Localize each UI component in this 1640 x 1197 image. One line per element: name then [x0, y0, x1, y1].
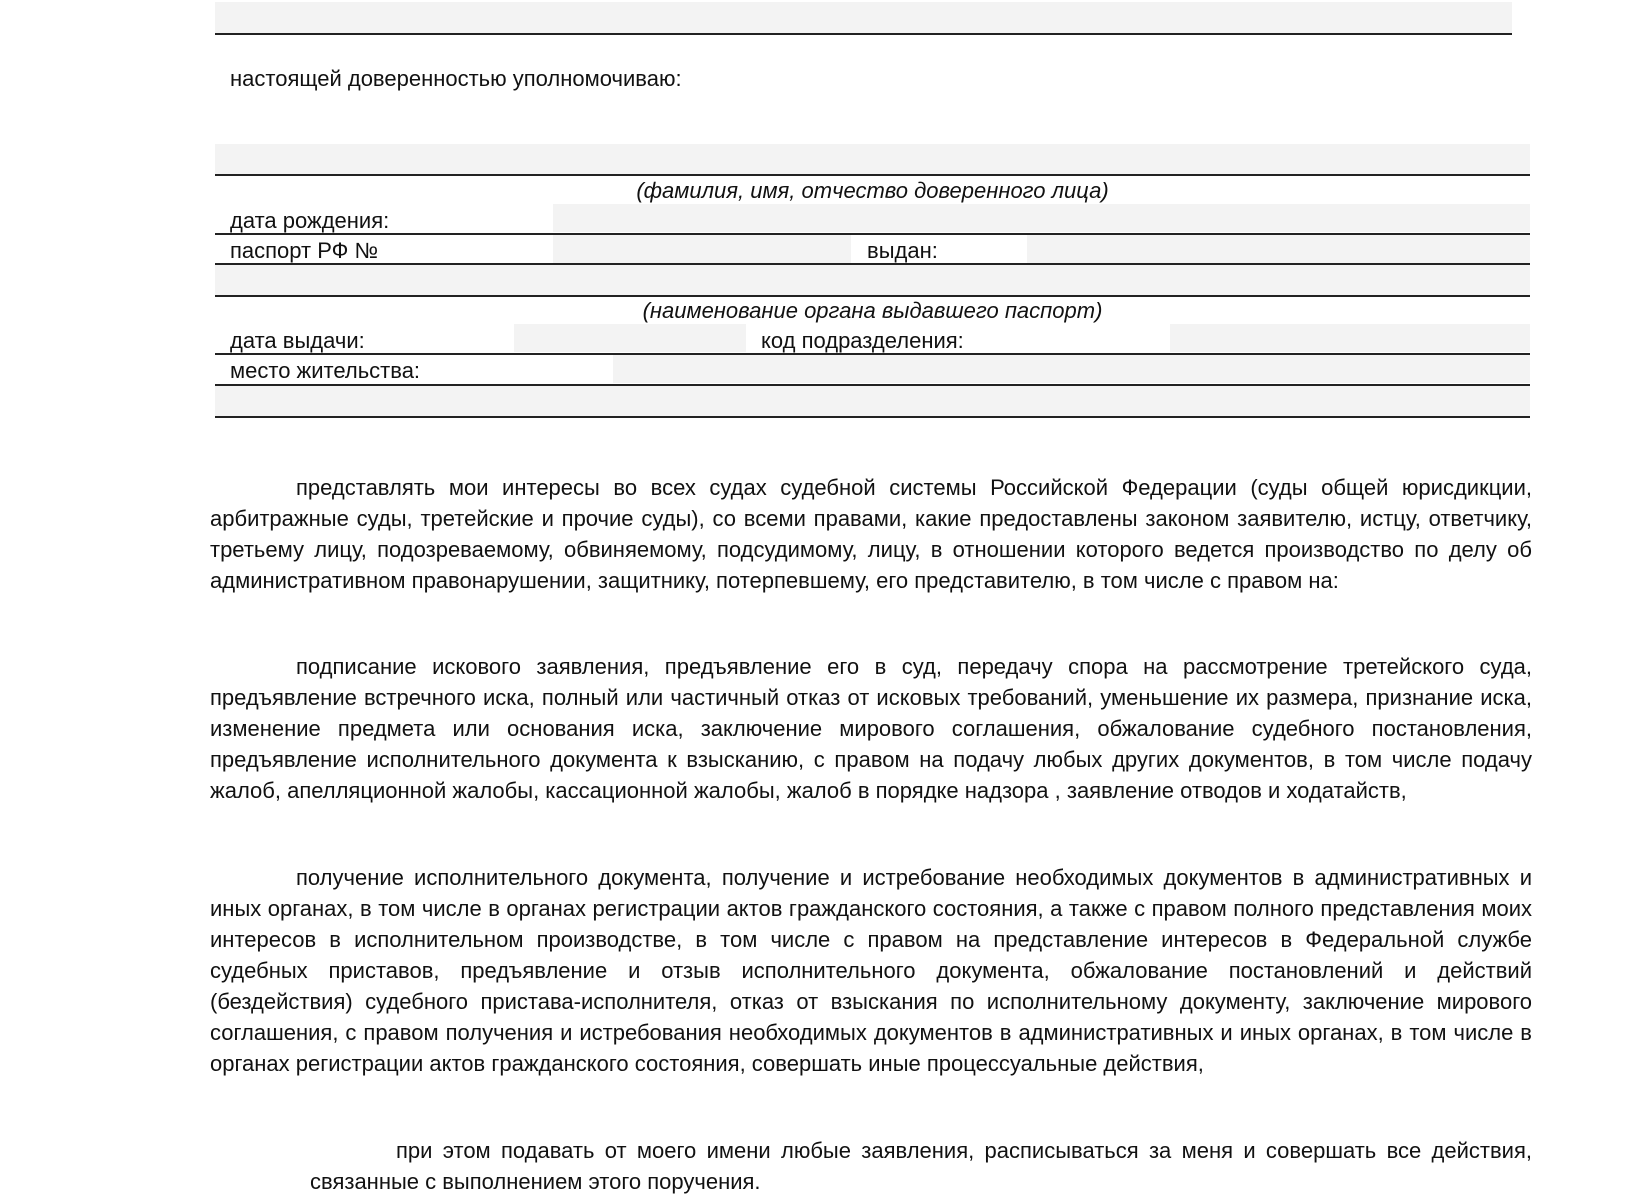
passport-number-label: паспорт РФ №: [230, 238, 379, 263]
issued-by-label: выдан:: [867, 238, 938, 263]
issue-date-field[interactable]: [514, 324, 746, 352]
powers-paragraph-courts: представлять мои интересы во всех судах судебной системы Российской Федерации (суды общей юрисдикции, арбитражные суды, третейские и прочие суды), со всеми правами, какие предоставлены законом заявителю, истцу, ответчику, третьему лицу, подозреваемому, обвиняемому, подсудимому, лицу, в отношении которого ведется производство по делу об административном правонарушении, защитнику, потерпевшему, его представителю, в том числе с правом на:: [210, 475, 1532, 593]
residence-line2-underline: [215, 416, 1530, 418]
issue-date-label: дата выдачи:: [230, 328, 365, 353]
residence-field[interactable]: [613, 355, 1530, 383]
intro-text: настоящей доверенностью уполномочиваю:: [230, 66, 682, 91]
powers-paragraph-claims: подписание искового заявления, предъявление его в суд, передачу спора на рассмотрение третейского суда, предъявление встречного иска, полный или частичный отказ от исковых требований, уменьшение их размера, признание иска, изменение предмета или основания иска, заключение мирового соглашения, обжалование судебного постановления, предъявление исполнительного документа к взысканию, с правом на подачу любых других документов, в том числе подачу жалоб, апелляционной жалобы, кассационной жалобы, жалоб в порядке надзора , заявление отводов и ходатайств,: [210, 654, 1532, 803]
full-name-field[interactable]: [215, 144, 1530, 174]
full-name-caption: (фамилия, имя, отчество доверенного лица): [636, 178, 1109, 203]
division-code-field[interactable]: [1170, 324, 1530, 352]
birth-date-label: дата рождения:: [230, 208, 390, 233]
division-code-label: код подразделения:: [761, 328, 964, 353]
full-name-underline: [215, 174, 1530, 176]
residence-line2-field[interactable]: [215, 386, 1530, 416]
issuing-authority-field[interactable]: [215, 265, 1530, 295]
birth-date-field[interactable]: [553, 204, 1530, 232]
issuing-authority-caption: (наименование органа выдавшего паспорт): [642, 298, 1103, 323]
issued-by-field[interactable]: [1027, 235, 1530, 263]
top-blank-field[interactable]: [215, 2, 1512, 33]
top-underline: [215, 33, 1512, 35]
residence-label: место жительства:: [230, 358, 421, 383]
issuing-authority-underline: [215, 295, 1530, 297]
passport-number-field[interactable]: [553, 235, 851, 263]
powers-paragraph-enforcement: получение исполнительного документа, получение и истребование необходимых документов в административных и иных органах, в том числе в органах регистрации актов гражданского состояния, а также с правом полного представления моих интересов в исполнительном производстве, в том числе с правом на представление интересов в Федеральной службе судебных приставов, предъявление и отзыв исполнительного документа, обжалование постановлений и действий (бездействия) судебного пристава-исполнителя, отказ от взыскания по исполнительному документу, заключение мирового соглашения, с правом получения и истребования необходимых документов в административных и иных органах, в том числе в органах регистрации актов гражданского состояния, совершать иные процессуальные действия,: [210, 865, 1532, 1076]
powers-paragraph-closing: при этом подавать от моего имени любые заявления, расписываться за меня и совершать все действия, связанные с выполнением этого поручения.: [310, 1138, 1532, 1194]
